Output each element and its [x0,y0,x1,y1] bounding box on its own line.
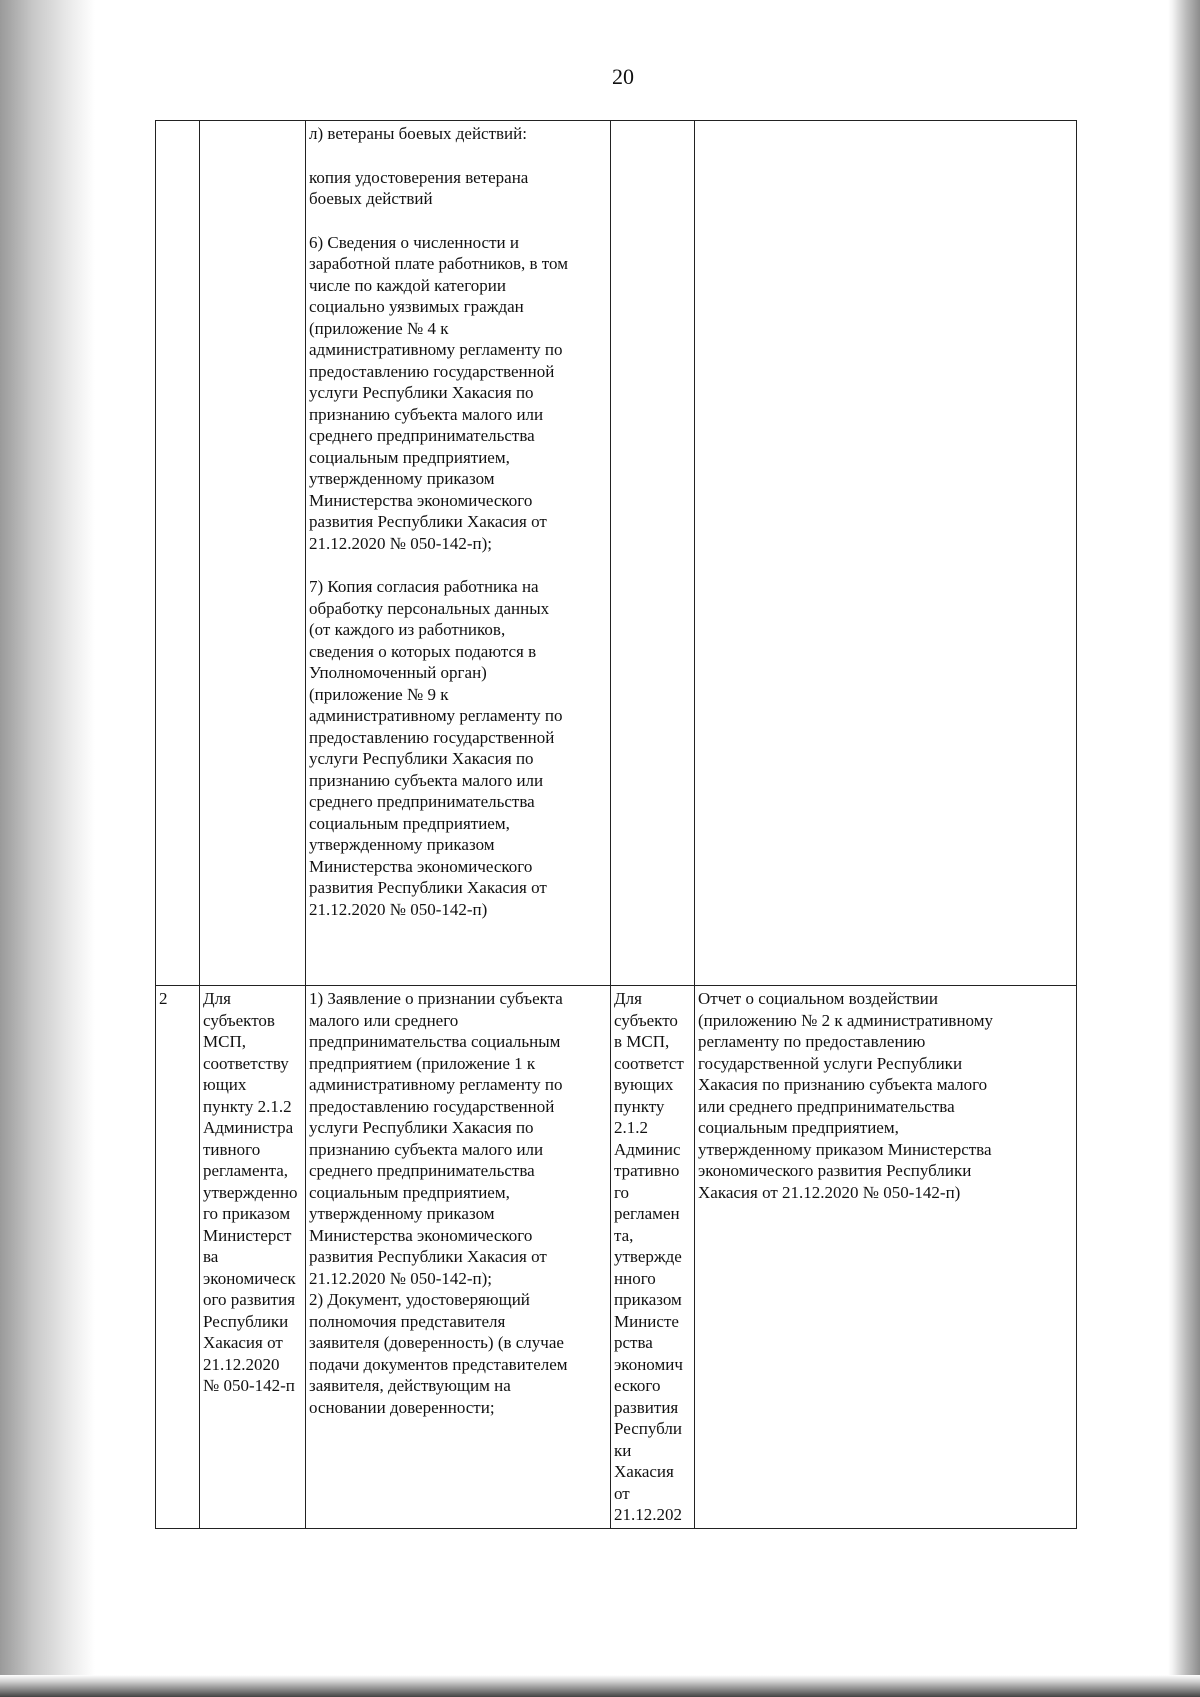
document-item: л) ветераны боевых действий: [309,124,527,143]
subject-short-description: Для субъекто в МСП, соответст вующих пункту 2.1.2 Админис тративно го регламен та, утвержде нного приказом Министе рства экономич еского развития Республи ки Хакасия от 21.12.202 [614,989,684,1524]
row1-subject-short-cell [611,121,695,986]
row2-report-cell [695,986,1077,1529]
row2-subject-cell [200,986,306,1529]
page-number: 20 [612,64,634,89]
table-row [156,121,1077,986]
row2-number-cell [156,986,200,1529]
documents-list: 1) Заявление о признании субъекта малого или среднего предпринимательства социальным предприятием (приложение 1 к административному регламенту по предоставлению государственной услуги Республики Хакасия по признанию субъекта малого или среднего предпринимательства социальным предприятием, утвержденному приказом Министерства экономического развития Республики Хакасия от 21.12.2020 № 050-142-п); 2) Документ, удостоверяющий полномочия представителя заявителя (доверенность) (в случае подачи документов представителем заявителя, действующим на основании доверенности; [309,989,568,1417]
report-description: Отчет о социальном воздействии (приложению № 2 к административному регламенту по предоставлению государственной услуги Республики Хакасия по признанию субъекта малого или среднего предпринимательства социальным предприятием, утвержденному приказом Министерства экономического развития Республики Хакасия от 21.12.2020 № 050-142-п) [698,989,993,1202]
row2-documents-cell [306,986,611,1529]
scan-shadow-left [0,0,95,1697]
row2-subject-short-cell [611,986,695,1529]
document-item: 7) Копия согласия работника на обработку персональных данных (от каждого из работников, сведения о которых подаются в Уполномоченный орган) (приложение № 9 к административному регламенту по предоставлению государственной услуги Республики Хакасия по признанию субъекта малого или среднего предпринимательства социальным предприятием, утвержденному приказом Министерства экономического развития Республики Хакасия от 21.12.2020 № 050-142-п) [309,577,563,919]
row-number: 2 [159,989,168,1008]
row1-documents-cell [306,121,611,986]
document-table [155,120,1077,1529]
document-item: копия удостоверения ветерана боевых действий [309,167,529,208]
subject-description: Для субъектов МСП, соответству ющих пункту 2.1.2 Администра тивного регламента, утвержденно го приказом Министерст ва экономическ ого развития Республики Хакасия от 21.12.2020 № 050-142-п [203,989,298,1395]
row1-subject-cell [200,121,306,986]
scan-shadow-bottom [0,1675,1200,1697]
row1-report-cell [695,121,1077,986]
document-item: 6) Сведения о численности и заработной плате работников, в том числе по каждой категории социально уязвимых граждан (приложение № 4 к административному регламенту по предоставлению государственной услуги Республики Хакасия по признанию субъекта малого или среднего предпринимательства социальным предприятием, утвержденному приказом Министерства экономического развития Республики Хакасия от 21.12.2020 № 050-142-п); [309,232,568,553]
scan-shadow-right [1168,0,1200,1697]
row1-number-cell [156,121,200,986]
table-row [156,986,1077,1529]
